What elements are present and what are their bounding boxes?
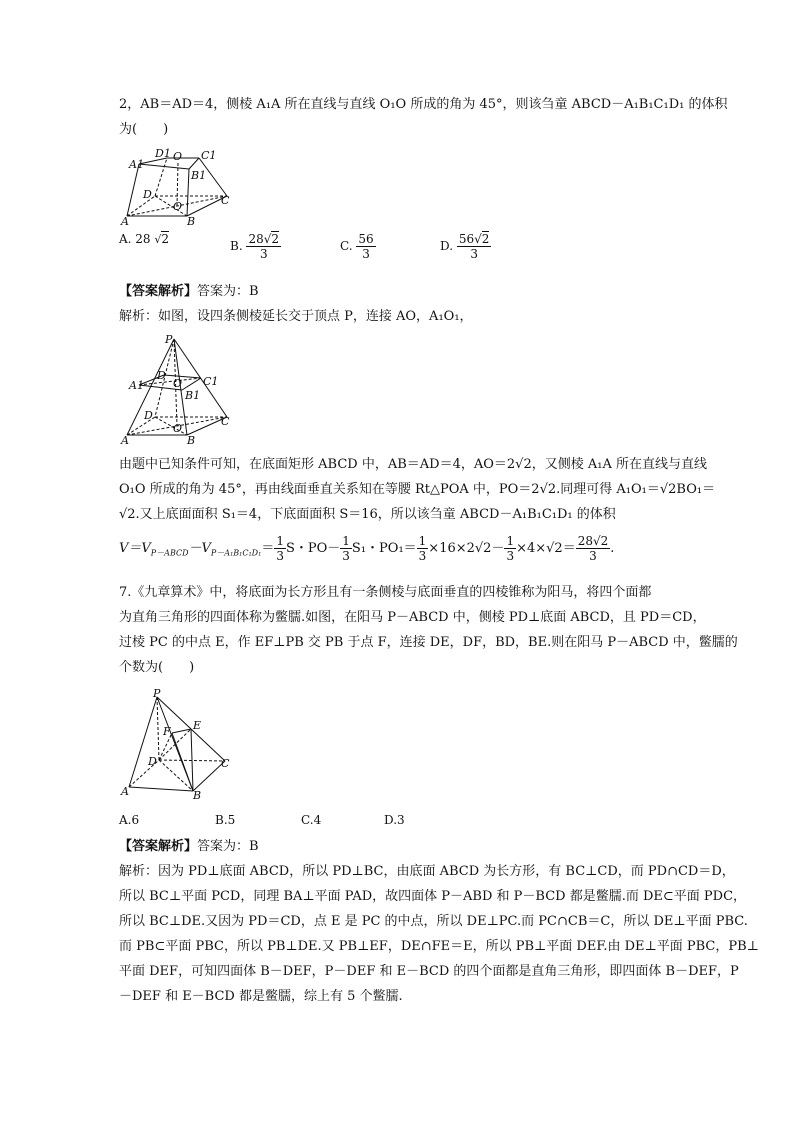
- fig3-label-d: D: [148, 755, 157, 768]
- q6-line1: 2，AB＝AD＝4，侧棱 A₁A 所在直线与直线 O₁O 所成的角为 45°，则该刍童 ABCD－A₁B₁C₁D₁ 的体积: [119, 97, 728, 112]
- q7-option-c: C.4: [301, 813, 322, 827]
- q6-option-d-label: D.: [440, 239, 454, 253]
- q6-statement: [119, 92, 728, 142]
- q6-option-c-label: C.: [340, 239, 353, 253]
- fig3-label-e: E: [193, 719, 202, 732]
- q7-analysis-line5: 平面 DEF，可知四面体 B－DEF，P－DEF 和 E－BCD 的四个面都是直角三角形，即四面体 B－DEF，P: [119, 964, 739, 979]
- formula-frac4-den: 3: [506, 549, 515, 563]
- q7-option-d: D.3: [384, 813, 405, 827]
- fig1-label-c1: C1: [201, 149, 217, 162]
- formula-t2: S₁・PO₁＝: [351, 541, 417, 556]
- q6-analysis-line3: √2.又上底面面积 S₁＝4，下底面面积 S＝16，所以该刍童 ABCD－A₁B₁C₁D₁ 的体积: [119, 507, 616, 522]
- fig3-label-f: F: [163, 725, 171, 738]
- fig3-label-c: C: [221, 757, 230, 770]
- q6-line2: 为( ): [119, 122, 169, 137]
- q6-option-d-rad: 2: [481, 232, 490, 246]
- q6-answer-text: 答案为：B: [197, 284, 259, 299]
- q6-volume-formula: [119, 534, 719, 563]
- q7-analysis-line4: 而 PB⊂平面 PBC，所以 PB⊥DE.又 PB⊥EF，DE∩FE＝E，所以 PB⊥平面 DEF.由 DE⊥平面 PBC，PB⊥: [119, 939, 759, 954]
- fig3-label-a: A: [121, 785, 129, 798]
- q6-analysis-intro: 解析：如图，设四条侧棱延长交于顶点 P，连接 AO，A₁O₁，: [119, 309, 473, 324]
- fig1-label-d: D: [143, 188, 152, 201]
- fig1-label-a: A: [121, 215, 129, 228]
- q7-statement: [119, 580, 738, 680]
- q7-analysis-line3: 所以 BC⊥DE.又因为 PD＝CD，点 E 是 PC 的中点，所以 DE⊥PC.而 PC∩CB＝C，所以 DE⊥平面 PBC.: [119, 914, 748, 929]
- fig3-label-p: P: [153, 687, 161, 700]
- fig2-label-a: A: [121, 434, 129, 447]
- q6-option-d: D. $\frac{56√2}{3}$: [440, 232, 490, 261]
- q6-option-b-num: 28: [248, 232, 264, 246]
- q6-analysis-line2: O₁O 所成的角为 45°，再由线面垂直关系知在等腰 Rt△POA 中，PO＝2√2.同理可得 A₁O₁＝√2BO₁＝: [119, 482, 716, 497]
- q7-line3: 过棱 PC 的中点 E，作 EF⊥PB 交 PB 于点 F，连接 DE，DF，BD，BE.则在阳马 P－ABCD 中，鳖臑的: [119, 635, 738, 650]
- formula-result-den: 3: [589, 549, 597, 563]
- q6-option-b-label: B.: [230, 239, 243, 253]
- formula-frac2-den: 3: [342, 549, 350, 563]
- formula-eq: ＝: [261, 541, 275, 556]
- fig1-label-d1: D1: [155, 147, 171, 160]
- q7-option-b: B.5: [215, 813, 236, 827]
- q7-answer-head: 【答案解析】: [119, 839, 198, 854]
- q7-analysis-line6: －DEF 和 E－BCD 都是鳖臑，综上有 5 个鳖臑.: [119, 989, 403, 1004]
- formula-frac4-num: 1: [506, 534, 515, 548]
- q6-option-c-num: 56: [358, 232, 374, 246]
- fig2-label-d: D: [144, 409, 153, 422]
- q6-answer-head: 【答案解析】: [119, 284, 198, 299]
- formula-t1: S・PO－: [285, 541, 341, 556]
- q6-option-b: B. $\frac{28√2}{3}$: [230, 232, 280, 261]
- q6-option-c-den: 3: [362, 247, 370, 261]
- fig2-label-o: O: [173, 422, 183, 435]
- q7-analysis-line2: 所以 BC⊥平面 PCD，同理 BA⊥平面 PAD，故四面体 P－ABD 和 P－BCD 都是鳖臑.而 DE⊂平面 PDC，: [119, 889, 747, 904]
- q6-option-a-label: A. 28: [119, 232, 151, 246]
- q7-answer: [119, 834, 759, 1009]
- formula-result-num: 28√2: [577, 534, 609, 548]
- fig2-label-o1: O: [173, 377, 183, 390]
- formula-end: .: [610, 541, 615, 556]
- figure-yangma: [117, 687, 247, 806]
- formula-sub2: P－A₁B₁C₁D₁: [210, 548, 262, 558]
- q7-option-a: A.6: [119, 813, 140, 827]
- fig2-label-c: C: [221, 415, 230, 428]
- q6-analysis-line1: 由题中已知条件可知，在底面矩形 ABCD 中，AB＝AD＝4，AO＝2√2，又侧棱 A₁A 所在直线与直线: [119, 457, 707, 472]
- fig2-label-b1: B1: [185, 389, 201, 402]
- q6-answer: [119, 279, 709, 329]
- formula-frac1-num: 1: [276, 534, 284, 548]
- fig1-label-o1: O: [173, 150, 183, 163]
- fig2-label-a1: A1: [129, 379, 144, 392]
- formula-t4: ×4×√2＝: [516, 541, 576, 556]
- formula-frac3-den: 3: [418, 549, 427, 563]
- q6-option-a-rad: 2: [161, 232, 170, 246]
- fig2-label-d1: D: [157, 369, 166, 382]
- q7-line1: 7.《九章算术》中，将底面为长方形且有一条侧棱与底面垂直的四棱锥称为阳马，将四个面都: [119, 585, 652, 600]
- q6-option-d-num: 56: [458, 232, 475, 246]
- fig1-label-o: O: [173, 200, 183, 213]
- q7-line4: 个数为( ): [119, 660, 195, 675]
- fig1-label-c: C: [221, 194, 230, 207]
- q6-option-c: [340, 232, 376, 272]
- fig2-label-b: B: [187, 434, 196, 447]
- q7-line2: 为直角三角形的四面体称为鳖臑.如图，在阳马 P－ABCD 中，侧棱 PD⊥底面 ABCD，且 PD＝CD，: [119, 610, 706, 625]
- formula-v: V＝V: [119, 541, 151, 556]
- q6-option-a: A. 28 √2: [119, 232, 170, 246]
- formula-frac3-num: 1: [418, 534, 427, 548]
- fig1-label-a1: A1: [129, 158, 144, 171]
- formula-sub1: P－ABCD: [150, 548, 189, 558]
- fig3-label-b: B: [193, 789, 202, 802]
- figure-pyramid: [117, 333, 247, 452]
- fig2-label-c1: C1: [203, 375, 219, 388]
- fig2-label-p: P: [165, 333, 173, 346]
- formula-t3: ×16×2√2－: [428, 541, 505, 556]
- formula-frac1-den: 3: [276, 549, 284, 563]
- q6-option-b-den: 3: [259, 247, 268, 261]
- q6-analysis: [119, 452, 716, 527]
- formula-frac2-num: 1: [342, 534, 350, 548]
- q6-option-d-den: 3: [470, 247, 478, 261]
- fig1-label-b1: B1: [191, 169, 207, 182]
- q7-analysis-line1: 解析：因为 PD⊥底面 ABCD，所以 PD⊥BC，由底面 ABCD 为长方形，有 BC⊥CD，而 PD∩CD＝D，: [119, 864, 735, 879]
- formula-minus: －V: [188, 541, 211, 556]
- figure-frustum: [117, 146, 247, 232]
- fig1-label-b: B: [187, 215, 196, 228]
- q7-answer-text: 答案为：B: [197, 839, 259, 854]
- q6-option-b-rad: 2: [271, 232, 280, 246]
